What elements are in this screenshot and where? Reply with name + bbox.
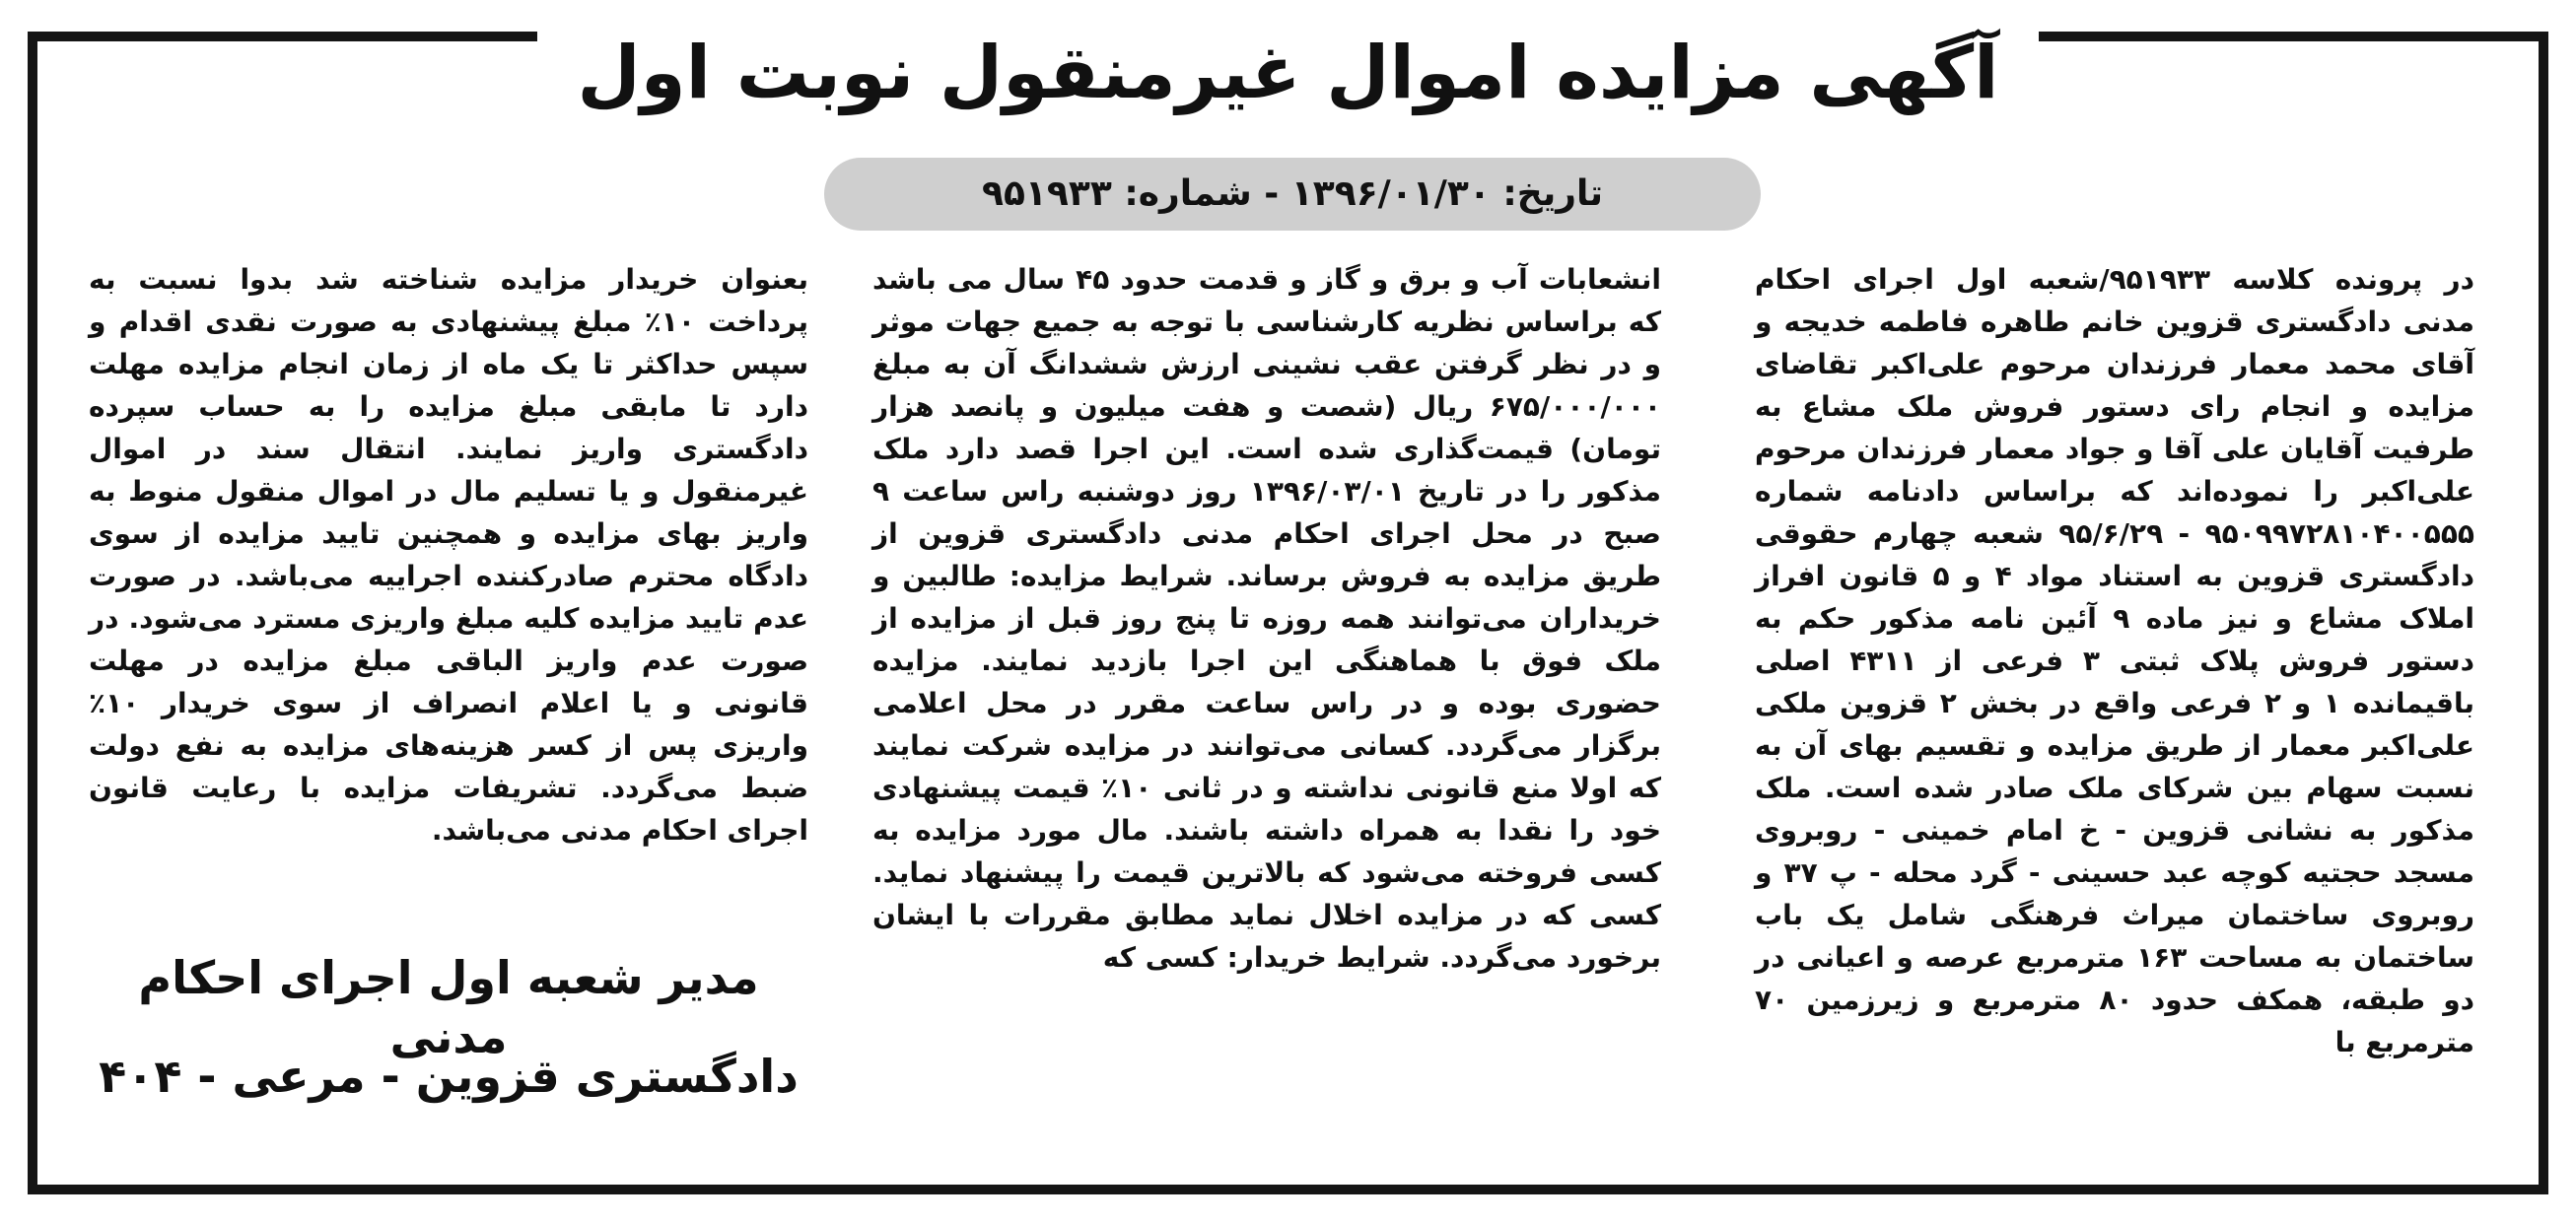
body-text-right: در پرونده کلاسه ۹۵۱۹۳۳/شعبه اول اجرای احکام مدنی دادگستری قزوین خانم طاهره فاطمه خدیجه و آقای محمد معمار فرزندان مرحوم علی‌اکبر تقاضای مزایده و انجام رای دستور فروش ملک مشاع به طرفیت آقایان علی آقا و جواد معمار فرزندان مرحوم علی‌اکبر را نموده‌اند که براساس دادنامه شماره ۹۵۰۹۹۷۲۸۱۰۴۰۰۵۵۵ - ۹۵/۶/۲۹ شعبه چهارم حقوقی دادگستری قزوین به استناد مواد ۴ و ۵ قانون افراز املاک مشاع و نیز ماده ۹ آئین نامه مذکور حکم به دستور فروش پلاک ثبتی ۳ فرعی از ۴۳۱۱ اصلی باقیمانده ۱ و ۲ فرعی واقع در بخش ۲ قزوین ملکی علی‌اکبر معمار از طریق مزایده و تقسیم بهای آن به نسبت سهام بین شرکای ملک صادر شده است. ملک مذکور به نشانی قزوین - خ امام خمینی - روبروی مسجد حجتیه کوچه عبد حسینی - گرد محله - پ ۳۷ و روبروی ساختمان میراث فرهنگی شامل یک باب ساختمان به مساحت ۱۶۳ مترمربع عرصه و اعیانی در دو طبقه، همکف حدود ۸۰ مترمربع و زیرزمین ۷۰ مترمربع با [1755, 263, 2475, 1058]
notice-body [89, 258, 2474, 1145]
body-text-left: بعنوان خریدار مزایده شناخته شد بدوا نسبت به پرداخت ۱۰٪ مبلغ پیشنهادی به صورت نقدی اقدام و سپس حداکثر تا یک ماه از زمان انجام مزایده مهلت دارد تا مابقی مبلغ مزایده را به حساب سپرده دادگستری واریز نمایند. انتقال سند در اموال غیرمنقول و یا تسلیم مال در اموال منقول منوط به واریز بهای مزایده و همچنین تایید مزایده از سوی دادگاه محترم صادرکننده اجراییه می‌باشد. در صورت عدم تایید مزایده کلیه مبلغ واریزی مسترد می‌شود. در صورت عدم واریز الباقی مبلغ مزایده در مهلت قانونی و یا اعلام انصراف از سوی خریدار ۱۰٪ واریزی پس از کسر هزینه‌های مزایده به نفع دولت ضبط می‌گردد. تشریفات مزایده با رعایت قانون اجرای احکام مدنی می‌باشد. [89, 263, 808, 847]
notice-title: آگهی مزایده اموال غیرمنقول نوبت اول [537, 24, 2038, 122]
signature-court: دادگستری قزوین - مرعی - ۴۰۴ [99, 1050, 799, 1103]
body-column-right [1755, 258, 2474, 1063]
body-column-middle [872, 258, 1661, 979]
body-column-left [89, 258, 808, 851]
signature-title: مدیر شعبه اول اجرای احکام مدنی [138, 951, 759, 1063]
date-number-line: تاریخ: ۱۳۹۶/۰۱/۳۰ - شماره: ۹۵۱۹۳۳ [824, 158, 1761, 231]
notice-title-wrapper [0, 24, 2576, 122]
body-text-middle: انشعابات آب و برق و گاز و قدمت حدود ۴۵ سال می باشد که براساس نظریه کارشناسی با توجه به جمیع جهات موثر و در نظر گرفتن عقب نشینی ارزش ششدانگ آن به مبلغ ۶۷۵/۰۰۰/۰۰۰ ریال (شصت و هفت میلیون و پانصد هزار تومان) قیمت‌گذاری شده است. این اجرا قصد دارد ملک مذکور را در تاریخ ۱۳۹۶/۰۳/۰۱ روز دوشنبه راس ساعت ۹ صبح در محل اجرای احکام مدنی دادگستری قزوین از طریق مزایده به فروش برساند. شرایط مزایده: طالبین و خریداران می‌توانند همه روزه تا پنج روز قبل از مزایده از ملک فوق با هماهنگی این اجرا بازدید نمایند. مزایده حضوری بوده و در راس ساعت مقرر در محل اعلامی برگزار می‌گردد. کسانی می‌توانند در مزایده شرکت نمایند که اولا منع قانونی نداشته و در ثانی ۱۰٪ قیمت پیشنهادی خود را نقدا به همراه داشته باشند. مال مورد مزایده به کسی فروخته می‌شود که بالاترین قیمت را پیشنهاد نماید. کسی که در مزایده اخلال نماید مطابق مقررات با ایشان برخورد می‌گردد. شرایط خریدار: کسی که [872, 263, 1661, 974]
